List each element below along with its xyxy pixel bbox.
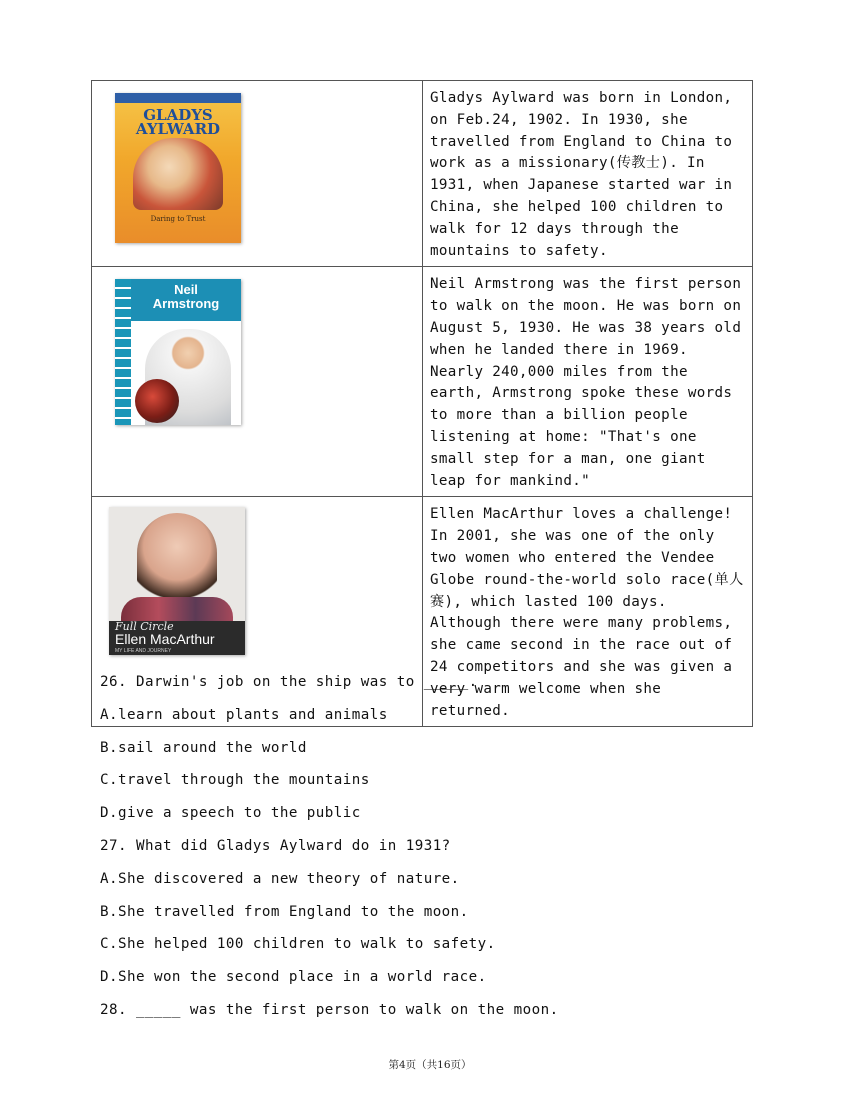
- cover-side-strip: [115, 279, 131, 425]
- cover-script-title: Full Circle: [115, 620, 174, 634]
- question-list: [100, 672, 800, 1033]
- cover-tagline: MY LIFE AND JOURNEY: [115, 648, 172, 655]
- cover-title: Neil Armstrong: [152, 282, 220, 312]
- question-28: 28. _____ was the first person to walk on the moon.: [100, 1001, 559, 1018]
- option-26-a: A.learn about plants and animals: [100, 706, 388, 723]
- biography-table: [91, 80, 753, 727]
- bio-text-gladys: Gladys Aylward was born in London, on Feb.24, 1902. In 1930, she travelled from England to China to work as a missionary(传教士). In 1931, when Japanese started war in China, she helped 100 children to walk for 12 days through the mountains to safety.: [423, 81, 753, 267]
- image-cell: [92, 267, 423, 497]
- ellen-macarthur-book-cover: [109, 507, 245, 655]
- table-row: [92, 81, 753, 267]
- image-cell: [92, 81, 423, 267]
- option-26-b: B.sail around the world: [100, 739, 307, 756]
- option-27-a: A.She discovered a new theory of nature.: [100, 870, 460, 887]
- option-27-b: B.She travelled from England to the moon.: [100, 903, 469, 920]
- bio-text-ellen: Ellen MacArthur loves a challenge! In 2001, she was one of the only two women who entered the Vendee Globe round-the-world solo race(单人赛), which lasted 100 days. Although there were many problems, she came second in the race out of 24 competitors and she was given a very warm welcome when she returned.: [423, 497, 753, 727]
- table-row: [92, 267, 753, 497]
- bio-text-neil: Neil Armstrong was the first person to walk on the moon. He was born on August 5, 1930. He was 38 years old when he landed there in 1969. Nearly 240,000 miles from the earth, Armstrong spoke these words to more than a billion people listening at home: "That's one small step for a man, one giant leap for mankind.": [423, 267, 753, 497]
- option-26-c: C.travel through the mountains: [100, 772, 370, 789]
- cover-title: GLADYS AYLWARD: [135, 106, 221, 138]
- page-footer: 第4页（共16页）: [388, 1059, 472, 1071]
- neil-armstrong-book-cover: [115, 279, 241, 425]
- cover-name: Ellen MacArthur: [115, 631, 215, 648]
- cover-series-banner: [115, 93, 241, 103]
- question-26: 26. Darwin's job on the ship was to _____.: [100, 674, 478, 690]
- option-27-d: D.She won the second place in a world race.: [100, 969, 487, 986]
- option-26-d: D.give a speech to the public: [100, 805, 361, 822]
- question-27: 27. What did Gladys Aylward do in 1931?: [100, 837, 451, 854]
- portrait-photo: [137, 513, 217, 609]
- option-27-c: C.She helped 100 children to walk to safety.: [100, 936, 496, 953]
- cover-illustration: [133, 138, 223, 210]
- gladys-aylward-book-cover: [115, 93, 241, 243]
- cover-subtitle: Daring to Trust: [150, 215, 206, 223]
